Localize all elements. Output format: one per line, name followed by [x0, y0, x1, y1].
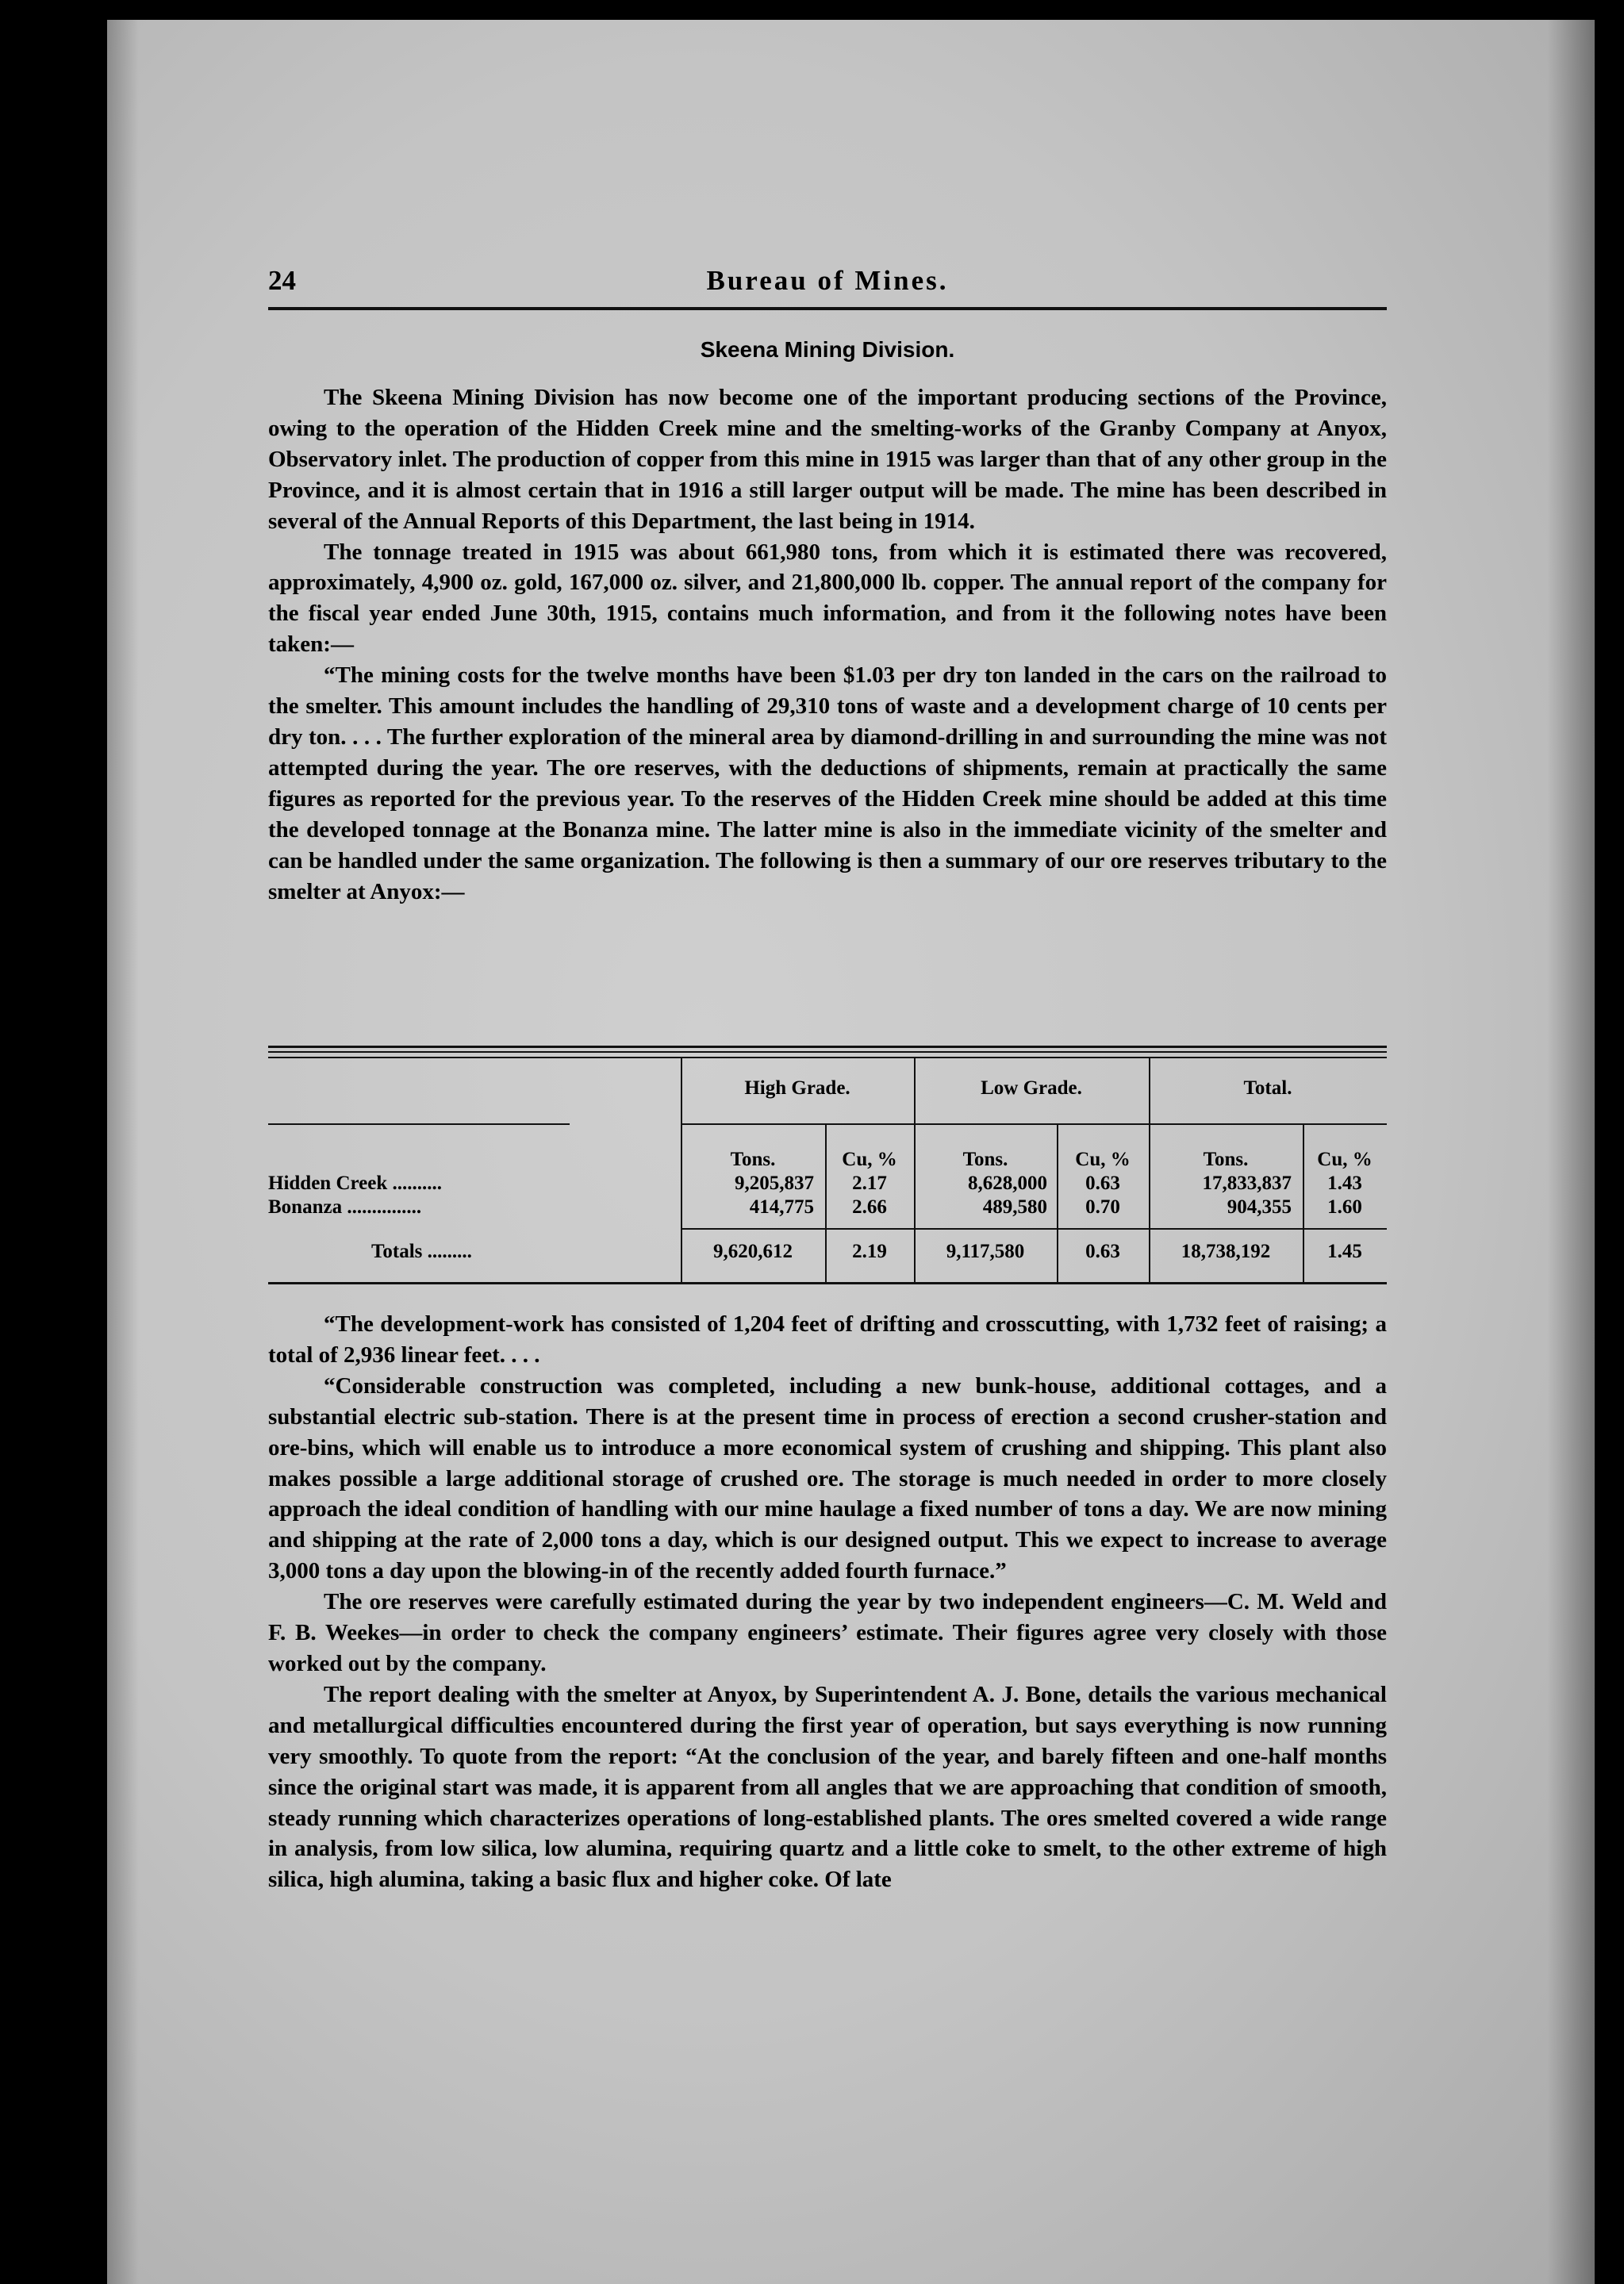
- paragraph: The Skeena Mining Division has now become one of the important producing sections of the Province, owing to the operation of the Hidden Creek mine and the smelting-works of the Granby Company at Anyox, Observatory inlet. The production of copper from this mine in 1915 was larger than that of any other group in the Province, and it is almost certain that in 1916 a still larger output will be made. The mine has been described in several of the Annual Reports of this Department, the last being in 1914.: [268, 385, 1387, 534]
- ore-reserves-table: [268, 1046, 1387, 1292]
- table-top-rule: [268, 1046, 1387, 1048]
- cell: 1.45: [1327, 1241, 1362, 1262]
- cell: 2.17: [852, 1173, 887, 1194]
- header-rule: [268, 307, 1387, 310]
- totals-label: Totals: [371, 1241, 423, 1262]
- page-shadow-left: [107, 20, 139, 2284]
- cell: 9,117,580: [946, 1241, 1025, 1262]
- cell: 1.43: [1327, 1173, 1362, 1194]
- cell: 18,738,192: [1181, 1241, 1271, 1262]
- totals-row: Totals .........: [371, 1241, 472, 1262]
- sub-header: Tons.: [1203, 1149, 1249, 1170]
- cell: 0.70: [1085, 1196, 1120, 1218]
- page-header: [268, 262, 1387, 301]
- cell: 2.66: [852, 1196, 887, 1218]
- sub-header: Tons.: [962, 1149, 1008, 1170]
- cell: 0.63: [1085, 1241, 1120, 1262]
- paragraph: The tonnage treated in 1915 was about 661,980 tons, from which it is estimated there was recovered, approximately, 4,900 oz. gold, 167,000 oz. silver, and 21,800,000 lb. copper. The annual report of the company for the fiscal year ended June 30th, 1915, contains much information, and from it the following notes have been taken:—: [268, 539, 1387, 658]
- row-label: Hidden Creek: [268, 1173, 388, 1194]
- paragraph: “The development-work has consisted of 1,204 feet of drifting and crosscutting, with 1,732 feet of raising; a total of 2,936 linear feet. . . .: [268, 1311, 1387, 1368]
- body-text-before-table: [268, 382, 1387, 907]
- page-shadow-right: [1547, 20, 1595, 2284]
- cell: 904,355: [1227, 1196, 1292, 1218]
- cell: 0.63: [1085, 1173, 1120, 1194]
- table-top-rule-2: [268, 1051, 1387, 1053]
- table-row: Bonanza ...............: [268, 1196, 422, 1218]
- cell: 414,775: [749, 1196, 814, 1218]
- running-head: Bureau of Mines.: [706, 265, 949, 296]
- paragraph: The report dealing with the smelter at Anyox, by Superintendent A. J. Bone, details the various mechanical and metallurgical difficulties encountered during the first year of operation, but says everything is now running very smoothly. To quote from the report: “At the conclusion of the year, and barely fifteen and one-half months since the original start was made, it is apparent from all angles that we are approaching that condition of smooth, steady running which characterizes operations of long-established plants. The ores smelted covered a wide range in analysis, from low silica, low alumina, requiring quartz and a little coke to smelt, to the other extreme of high silica, high alumina, taking a basic flux and higher coke. Of late: [268, 1681, 1387, 1893]
- table-row: Hidden Creek ..........: [268, 1173, 442, 1194]
- cell: 1.60: [1327, 1196, 1362, 1218]
- table-bottom-rule: [268, 1282, 1387, 1284]
- sub-header: Tons.: [730, 1149, 776, 1170]
- sub-header: Cu, %: [842, 1149, 897, 1170]
- sub-header: Cu, %: [1317, 1149, 1373, 1170]
- group-header-high-grade: High Grade.: [744, 1077, 850, 1099]
- page-number: 24: [268, 265, 296, 296]
- totals-rule: [681, 1228, 1387, 1230]
- cell: 2.19: [852, 1241, 887, 1262]
- row-label: Bonanza: [268, 1196, 343, 1218]
- cell: 17,833,837: [1202, 1173, 1292, 1194]
- sub-header: Cu, %: [1075, 1149, 1131, 1170]
- cell: 9,620,612: [713, 1241, 793, 1262]
- cell: 489,580: [982, 1196, 1047, 1218]
- body-text-after-table: [268, 1309, 1387, 1895]
- paragraph: “The mining costs for the twelve months have been $1.03 per dry ton landed in the cars on the railroad to the smelter. This amount includes the handling of 29,310 tons of waste and a development charge of 10 cents per dry ton. . . . The further exploration of the mineral area by diamond-drilling in and surrounding the mine was not attempted during the year. The ore reserves, with the deductions of shipments, remain at practically the same figures as reported for the previous year. To the reserves of the Hidden Creek mine should be added at this time the developed tonnage at the Bonanza mine. The latter mine is also in the immediate vicinity of the smelter and can be handled under the same organization. The following is then a summary of our ore reserves tributary to the smelter at Anyox:—: [268, 662, 1387, 904]
- paragraph: The ore reserves were carefully estimated during the year by two independent engineers—C. M. Weld and F. B. Weekes—in order to check the company engineers’ estimate. Their figures agree very closely with those worked out by the company.: [268, 1589, 1387, 1676]
- group-header-rule: [681, 1123, 1387, 1125]
- section-heading: Skeena Mining Division.: [700, 337, 955, 362]
- stub-rule: [268, 1123, 570, 1125]
- group-header-low-grade: Low Grade.: [981, 1077, 1082, 1099]
- paragraph: “Considerable construction was completed, including a new bunk-house, additional cottages, and a substantial electric sub-station. There is at the present time in process of erection a second crusher-station and ore-bins, which will enable us to introduce a more economical system of crushing and shipping. This plant also makes possible a large additional storage of crushed ore. The storage is much needed in order to more closely approach the ideal condition of handling with our mine haulage a fixed number of tons a day. We are now mining and shipping at the rate of 2,000 tons a day, which is our designed output. This we expect to increase to average 3,000 tons a day upon the blowing-in of the recently added fourth furnace.”: [268, 1372, 1387, 1584]
- table-top-rule-3: [268, 1057, 1387, 1058]
- cell: 8,628,000: [968, 1173, 1047, 1194]
- cell: 9,205,837: [735, 1173, 814, 1194]
- group-header-total: Total.: [1243, 1077, 1292, 1099]
